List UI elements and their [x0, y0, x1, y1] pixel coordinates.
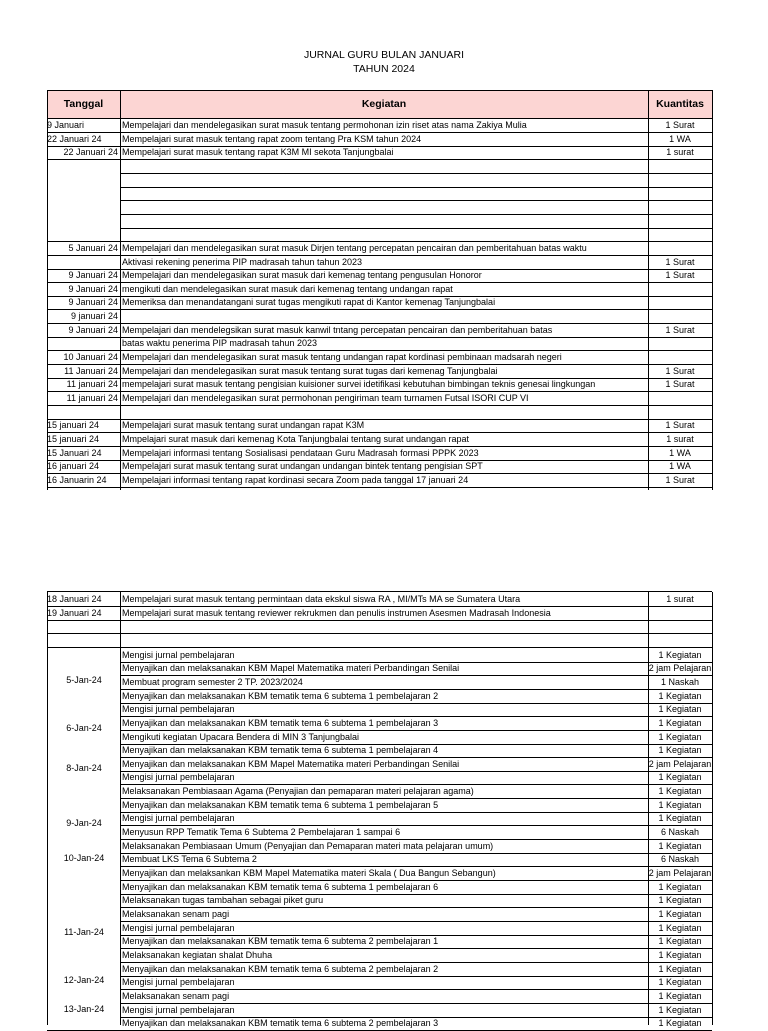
row-quantity: 1 Kegiatan — [658, 745, 702, 756]
row-activity: Mempelajari dan mendelegasikan surat masuk dari kemenag tentang pengusulan Honoror — [122, 270, 482, 281]
row-activity: Mengisi jurnal pembelajaran — [122, 813, 235, 824]
row-date: 15 januari 24 — [47, 420, 100, 431]
row-date: 10 Januari 24 — [63, 352, 118, 363]
row-date: 11 januari 24 — [66, 393, 118, 403]
row-quantity: 1 Kegiatan — [658, 772, 702, 783]
row-activity: Menyajikan dan melaksanakan KBM tematik tema 6 subtema 1 pembelajaran 4 — [122, 745, 439, 756]
row-activity: Mengisi jurnal pembelajaran — [122, 704, 235, 715]
row-quantity: 6 Naskah — [660, 854, 700, 865]
row-quantity: 1 Surat — [665, 365, 695, 376]
row-date: 16 Januarin 24 — [47, 474, 107, 485]
row-activity: Mempelajari informasi tentang rapat kordinasi secara Zoom pada tanggal 17 januari 24 — [122, 474, 469, 485]
row-activity: Menyusun RPP Tematik Tema 6 Subtema 2 Pembelajaran 1 sampai 6 — [122, 827, 401, 838]
row-activity: Menyajikan dan melaksankan KBM Mapel Matematika materi Skala ( Dua Bangun Sebangun) — [122, 868, 496, 878]
row-activity: Mempelajari surat masuk tentang rapat K3M MI sekota Tanjungbalai — [122, 147, 394, 158]
row-activity: Menyajikan dan melaksanakan KBM tematik tema 6 subtema 2 pembelajaran 1 — [122, 936, 439, 947]
row-quantity: 1 Kegiatan — [658, 881, 702, 892]
row-activity: Melaksanakan tugas tambahan sebagai piket guru — [122, 895, 324, 906]
row-activity: Aktivasi rekening penerima PIP madrasah tahun tahun 2023 — [122, 256, 362, 267]
row-activity: Mempelajari dan mendelegasikan surat masuk Dirjen tentang percepatan pencairan dan pemberitahuan batas waktu — [122, 242, 587, 253]
row-activity: Mengisi jurnal pembelajaran — [122, 649, 235, 660]
group-date: 13-Jan-24 — [63, 1003, 105, 1014]
row-date: 9 Januari 24 — [68, 297, 118, 308]
row-activity: Menyajikan dan melaksanakan KBM tematik tema 6 subtema 1 pembelajaran 3 — [122, 717, 439, 728]
row-activity: Menyajikan dan melaksanakan KBM tematik tema 6 subtema 1 pembelajaran 5 — [122, 799, 439, 810]
row-date: 22 Januari 24 — [47, 133, 102, 144]
row-activity: Melaksanakan Pembiasaan Agama (Penyajian dan pemaparan materi pelajaran agama) — [122, 786, 474, 797]
row-activity: Melaksanakan senam pagi — [122, 908, 230, 919]
row-quantity: 1 Kegiatan — [658, 1018, 702, 1029]
table-row — [47, 473, 712, 488]
row-quantity: 1 Kegiatan — [658, 1004, 702, 1015]
header-date: Tanggal — [63, 98, 104, 110]
group-date: 8-Jan-24 — [66, 763, 102, 774]
row-quantity: 1 Kegiatan — [658, 731, 702, 742]
group-date: 11-Jan-24 — [64, 927, 104, 938]
row-activity: Melaksanakan Pembiasaan Umum (Penyajian dan Pemaparan materi mata pelajaran umum) — [122, 840, 494, 851]
row-activity: Menyajikan dan melaksanakan KBM tematik tema 6 subtema 2 pembelajaran 3 — [122, 1018, 439, 1029]
row-quantity: 1 surat — [666, 433, 694, 444]
row-date: 9 januari 24 — [70, 311, 118, 322]
row-date: 9 Januari 24 — [68, 270, 118, 281]
row-activity: Mempelajari dan mendelegasikan surat masuk tentang undangan rapat kordinasi pembinaan madsarah negeri — [122, 352, 562, 363]
row-date: 18 Januari 24 — [47, 594, 102, 604]
row-quantity: 6 Naskah — [660, 827, 700, 838]
row-quantity: 1 Kegiatan — [658, 840, 702, 851]
row-quantity: 1 Surat — [665, 256, 695, 267]
row-date: 15 Januari 24 — [47, 447, 102, 458]
row-quantity: 1 Kegiatan — [658, 908, 702, 919]
group-date: 12-Jan-24 — [63, 975, 105, 986]
row-activity: mengikuti dan mendelegasikan surat masuk dari kemenag tentang undangan rapat — [122, 283, 453, 294]
document-title — [0, 48, 768, 76]
row-quantity: 1 WA — [669, 133, 691, 144]
row-quantity: 1 Kegiatan — [658, 963, 702, 974]
row-quantity: 1 Kegiatan — [658, 977, 702, 988]
row-date: 19 Januari 24 — [47, 607, 102, 618]
row-activity: Menyajikan dan melaksanakan KBM Mapel Matematika materi Perbandingan Senilai — [122, 758, 460, 769]
row-quantity: 1 Surat — [665, 120, 695, 130]
row-activity: Mempelajari dan mendelegasikan surat permohonan pengiriman team turnamen Futsal ISORI CUP VI — [122, 393, 529, 403]
row-activity: Mengisi jurnal pembelajaran — [122, 977, 235, 988]
row-quantity: 1 Kegiatan — [658, 895, 702, 906]
row-quantity: 1 Kegiatan — [658, 704, 702, 715]
row-activity: Memeriksa dan menandatangani surat tugas mengikuti rapat di Kantor kemenag Tanjungbalai — [122, 297, 496, 308]
row-activity: Membuat LKS Tema 6 Subtema 2 — [122, 854, 257, 865]
row-quantity: 1 Surat — [665, 474, 695, 485]
row-quantity: 1 Kegiatan — [658, 786, 702, 797]
row-activity: Mengisi jurnal pembelajaran — [122, 1004, 235, 1015]
row-activity: Mempelajari dan mendelegasikan surat masuk tentang surat tugas dari kemenag Tanjungbalai — [122, 365, 498, 376]
row-date: 15 januari 24 — [47, 433, 100, 444]
row-activity: Mempelajari surat masuk tentang surat undangan rapat K3M — [122, 420, 365, 431]
row-activity: batas waktu penerima PIP madrasah tahun 2023 — [122, 338, 317, 349]
row-activity: Menyajikan dan melaksanakan KBM Mapel Matematika materi Perbandingan Senilai — [122, 663, 460, 674]
row-activity: Mmpelajari surat masuk dari kemenag Kota Tanjungbalai tentang surat undangan rapat — [122, 433, 470, 444]
row-quantity: 2 jam Pelajaran — [648, 758, 712, 769]
row-activity: mempelajari surat masuk tentang pengisian kuisioner survei idetifikasi kebutuhan bimbingan teknis genesai lingkungan — [122, 379, 596, 390]
row-activity: Menyajikan dan melaksanakan KBM tematik tema 6 subtema 2 pembelajaran 2 — [122, 963, 439, 974]
row-activity: Membuat program semester 2 TP. 2023/2024 — [122, 676, 303, 687]
row-activity: Mengisi jurnal pembelajaran — [122, 922, 235, 933]
row-activity: Mempelajari dan mendelegasikan surat masuk tentang permohonan izin riset atas nama Zakiya Mulia — [122, 120, 527, 130]
row-activity: Menyajikan dan melaksanakan KBM tematik tema 6 subtema 1 pembelajaran 2 — [122, 690, 439, 701]
row-date: 11 Januari 24 — [64, 365, 118, 376]
row-quantity: 1 Kegiatan — [658, 922, 702, 933]
row-activity: Menyajikan dan melaksanakan KBM tematik tema 6 subtema 1 pembelajaran 6 — [122, 881, 439, 892]
header-quantity: Kuantitas — [656, 98, 704, 110]
row-activity: Mempelajari surat masuk tentang rapat zoom tentang Pra KSM tahun 2024 — [122, 133, 422, 144]
row-quantity: 1 WA — [669, 447, 691, 458]
row-date: 22 Januari 24 — [63, 147, 118, 158]
row-activity: Melaksanakan kegiatan shalat Dhuha — [122, 949, 273, 960]
row-date: 11 januari 24 — [66, 379, 118, 390]
row-activity: Mempelajari surat masuk tentang surat undangan undangan bintek tentang pengisian SPT — [122, 461, 483, 472]
table-header — [47, 90, 712, 119]
group-date: 5-Jan-24 — [66, 674, 102, 685]
header-activity: Kegiatan — [361, 98, 407, 110]
row-quantity: 1 Kegiatan — [658, 990, 702, 1001]
row-quantity: 1 Kegiatan — [658, 936, 702, 947]
group-date: 9-Jan-24 — [66, 818, 102, 829]
row-quantity: 1 Surat — [665, 420, 695, 431]
table-row — [47, 633, 712, 648]
row-activity: Mempelajari informasi tentang Sosialisasi pendataan Guru Madrasah formasi PPPK 2023 — [122, 447, 479, 458]
row-quantity: 1 Kegiatan — [658, 690, 702, 701]
row-activity: Mempelajari dan mendelegsikan surat masuk kanwil tntang percepatan pencairan dan pemberitahuan batas — [122, 324, 553, 335]
journal-table-admin — [47, 90, 712, 490]
group-date: 6-Jan-24 — [66, 722, 102, 733]
row-quantity: 1 Surat — [665, 379, 695, 390]
row-activity: Mengikuti kegiatan Upacara Bendera di MIN 3 Tanjungbalai — [122, 731, 359, 742]
row-quantity: 1 surat — [666, 594, 694, 604]
row-date: 9 Januari 24 — [68, 324, 118, 335]
row-quantity: 2 jam Pelajaran — [648, 868, 712, 878]
row-activity: Mempelajari surat masuk tentang reviewer rekrukmen dan penulis instrumen Asesmen Madrasah Indonesia — [122, 607, 551, 618]
row-activity: Mempelajari surat masuk tentang permintaan data ekskul siswa RA , MI/MTs MA se Sumatera Utara — [122, 594, 521, 604]
row-date: 5 Januari 24 — [68, 242, 118, 253]
row-quantity: 1 Naskah — [660, 676, 700, 687]
title-line-2: TAHUN 2024 — [353, 63, 415, 75]
journal-table-teaching — [47, 591, 712, 1029]
title-line-1: JURNAL GURU BULAN JANUARI — [303, 49, 465, 61]
row-activity: Melaksanakan senam pagi — [122, 990, 230, 1001]
row-quantity: 1 WA — [669, 461, 691, 472]
row-date: 9 Januari 24 — [68, 283, 118, 294]
row-quantity: 1 Kegiatan — [658, 717, 702, 728]
row-activity: Mengisi jurnal pembelajaran — [122, 772, 235, 783]
group-date: 10-Jan-24 — [63, 853, 105, 864]
row-quantity: 1 surat — [666, 147, 694, 158]
row-quantity: 1 Kegiatan — [658, 813, 702, 824]
row-quantity: 1 Kegiatan — [658, 799, 702, 810]
row-quantity: 1 Surat — [665, 270, 695, 281]
row-date: 16 januari 24 — [47, 461, 100, 472]
row-quantity: 1 Kegiatan — [658, 949, 702, 960]
row-quantity: 2 jam Pelajaran — [648, 663, 712, 674]
row-date: 9 Januari — [47, 120, 85, 130]
row-quantity: 1 Surat — [665, 324, 695, 335]
row-quantity: 1 Kegiatan — [658, 649, 702, 660]
